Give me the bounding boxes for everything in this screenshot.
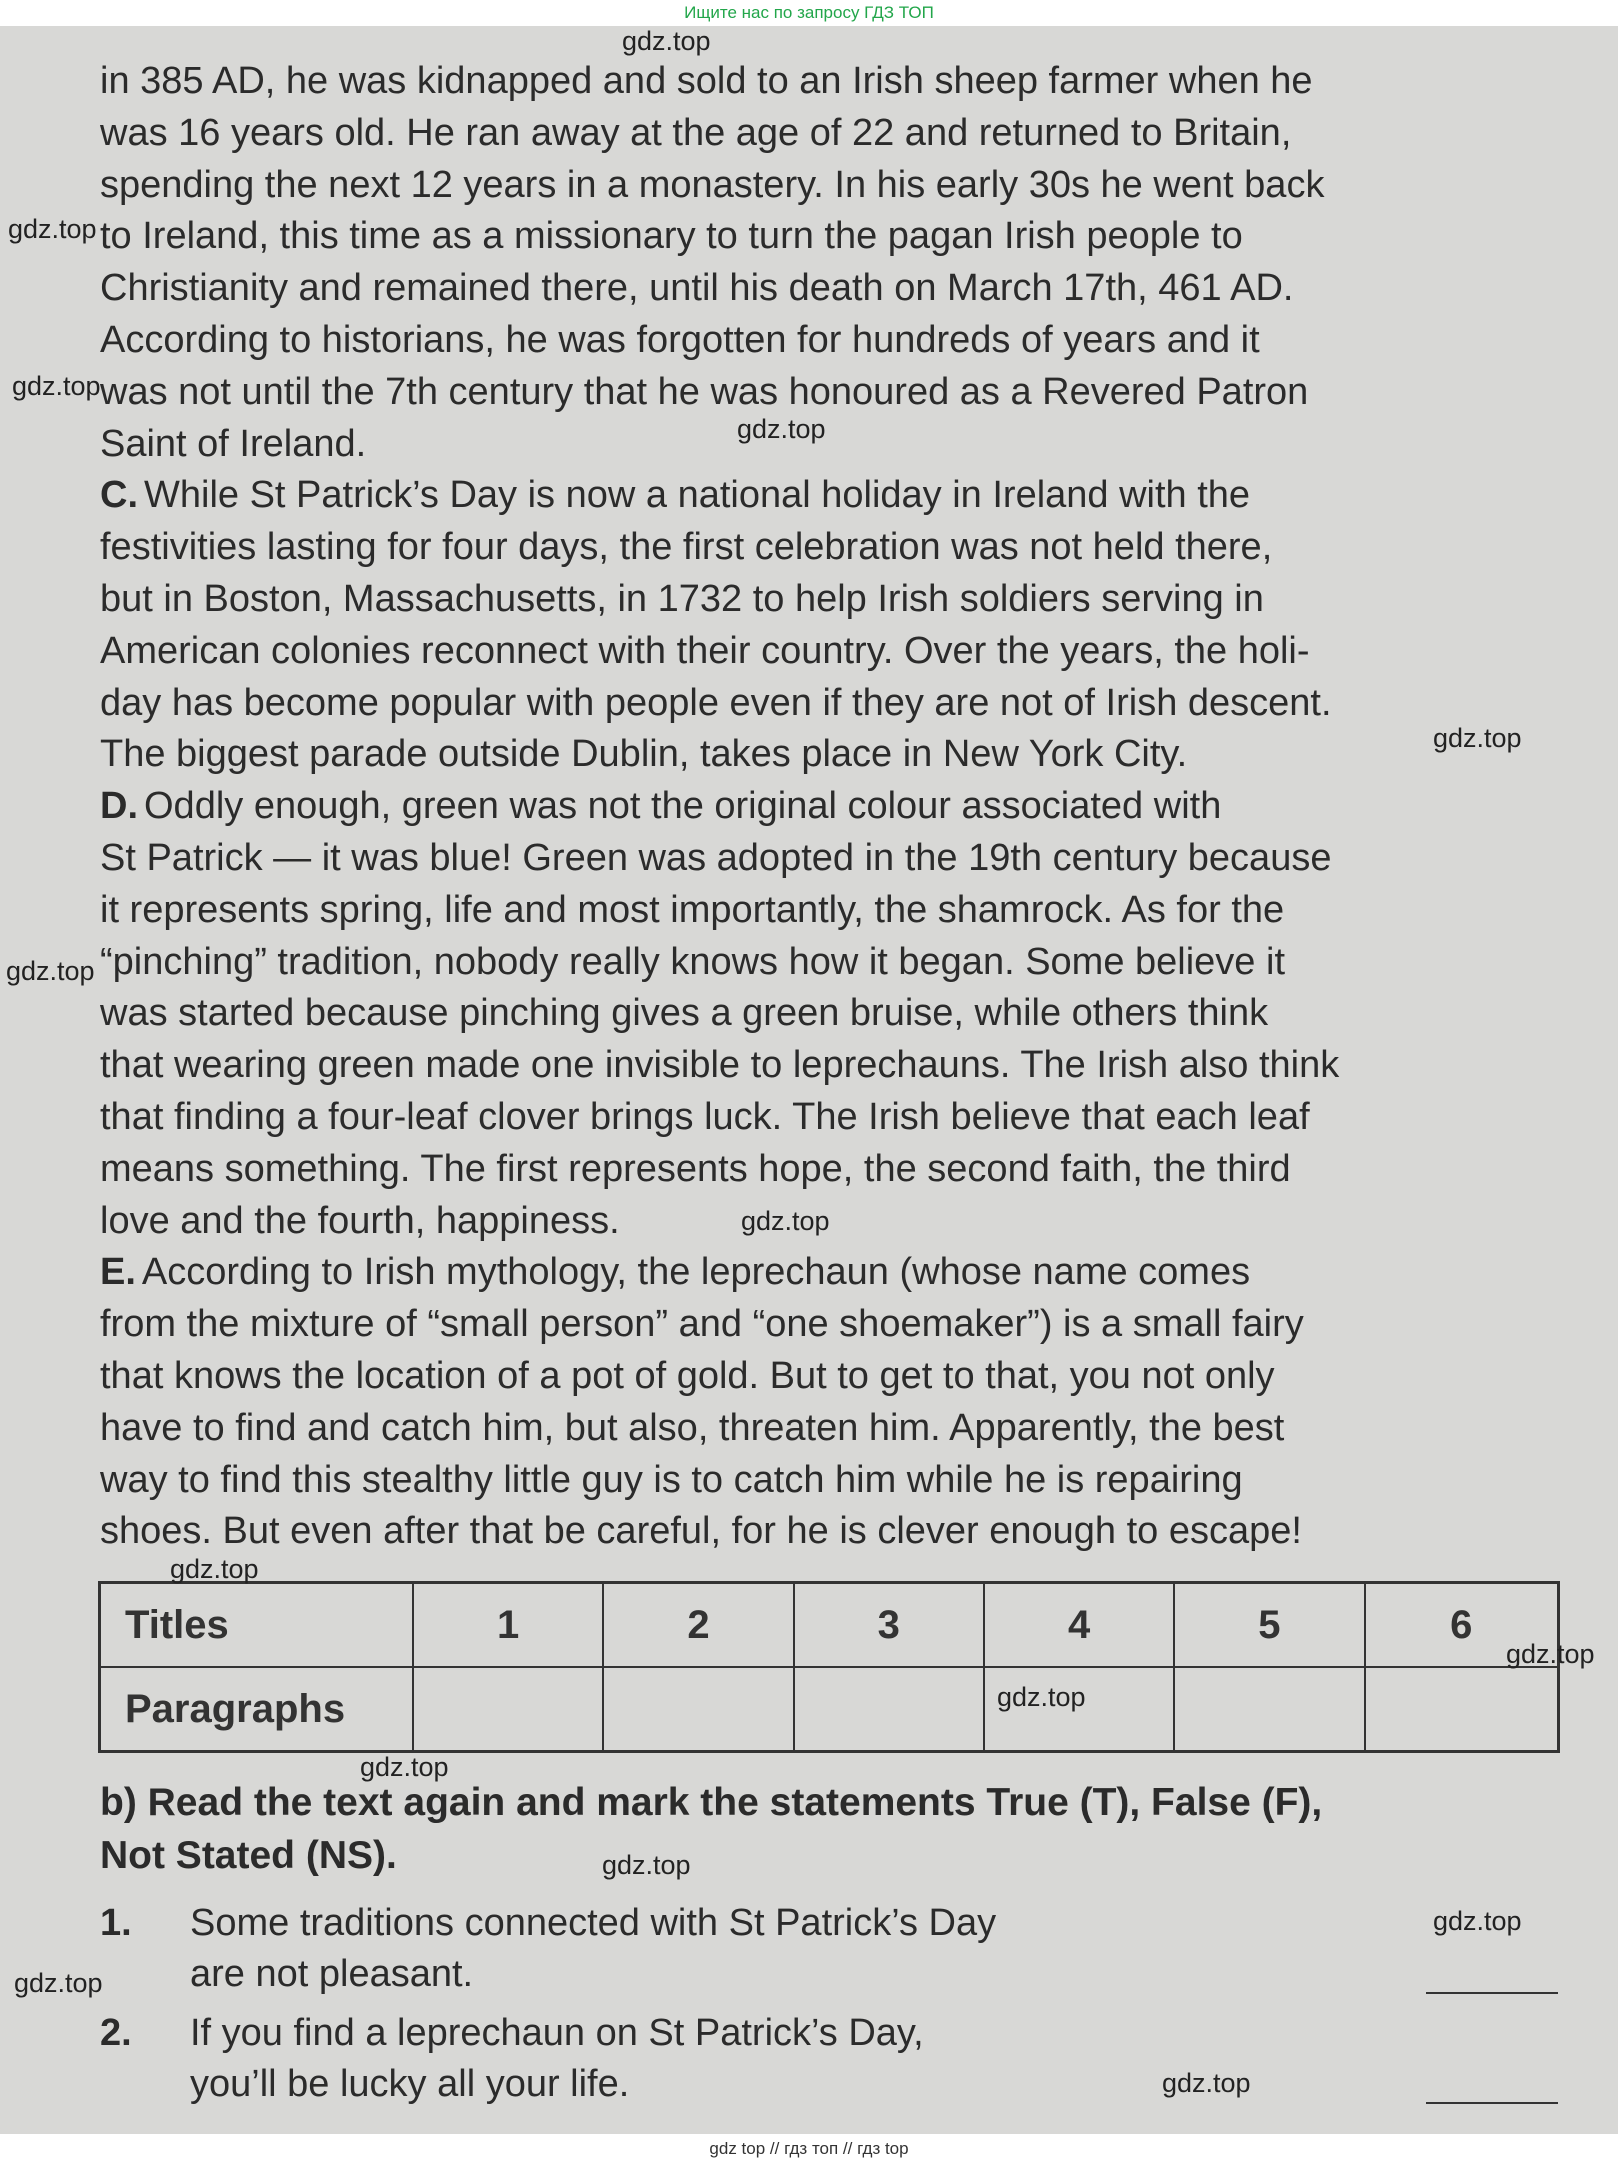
text-line: that finding a four-leaf clover brings luck. The Irish believe that each leaf (100, 1095, 1310, 1138)
answer-cell[interactable] (413, 1667, 603, 1752)
statement-2 (100, 2008, 1565, 2112)
watermark: gdz.top (12, 371, 101, 401)
paragraph-letter: C. (100, 474, 138, 517)
paragraph-letter: E. (100, 1251, 136, 1294)
watermark: gdz.top (602, 1850, 691, 1880)
textbook-page (0, 26, 1618, 2134)
answer-cell[interactable] (603, 1667, 793, 1752)
text-line: American colonies reconnect with their country. Over the years, the holi- (100, 629, 1310, 672)
statement-1 (100, 1898, 1565, 2002)
reading-text (100, 56, 1565, 1558)
watermark: gdz.top (170, 1554, 259, 1584)
watermark: gdz.top (6, 956, 95, 986)
answer-blank[interactable] (1426, 1992, 1558, 1994)
answer-cell[interactable] (1174, 1667, 1364, 1752)
paragraph-d (100, 781, 1565, 1247)
watermark: gdz.top (1506, 1639, 1595, 1669)
title-number-cell: 2 (603, 1583, 793, 1668)
bottom-banner: gdz top // гдз топ // гдз top (0, 2134, 1618, 2164)
text-line: way to find this stealthy little guy is to catch him while he is repairing (100, 1458, 1243, 1501)
text-line: love and the fourth, happiness. (100, 1199, 620, 1242)
text-line: that wearing green made one invisible to leprechauns. The Irish also think (100, 1044, 1340, 1087)
text-line: According to historians, he was forgotten for hundreds of years and it (100, 318, 1260, 361)
text-line: Christianity and remained there, until his death on March 17th, 461 AD. (100, 267, 1294, 310)
titles-row-header: Titles (100, 1583, 414, 1668)
text-line: it represents spring, life and most importantly, the shamrock. As for the (100, 888, 1285, 931)
title-number-cell: 3 (794, 1583, 984, 1668)
statement-text: If you find a leprechaun on St Patrick’s Day, (190, 2012, 924, 2054)
statement-text: you’ll be lucky all your life. (190, 2063, 630, 2105)
text-line: was 16 years old. He ran away at the age of 22 and returned to Britain, (100, 111, 1292, 154)
statement-text: Some traditions connected with St Patrick’s Day (190, 1902, 997, 1944)
watermark: gdz.top (1162, 2068, 1251, 2098)
titles-paragraphs-table (98, 1581, 1560, 1753)
title-number-cell: 1 (413, 1583, 603, 1668)
text-line: means something. The first represents hope, the second faith, the third (100, 1147, 1291, 1190)
text-line: The biggest parade outside Dublin, takes place in New York City. (100, 733, 1188, 776)
watermark: gdz.top (360, 1752, 449, 1782)
watermark: gdz.top (14, 1968, 103, 1998)
text-line: from the mixture of “small person” and “one shoemaker”) is a small fairy (100, 1303, 1304, 1346)
paragraphs-row-header: Paragraphs (100, 1667, 414, 1752)
text-line: was not until the 7th century that he was honoured as a Revered Patron (100, 370, 1309, 413)
watermark: gdz.top (741, 1206, 830, 1236)
text-line: spending the next 12 years in a monastery. In his early 30s he went back (100, 163, 1325, 206)
watermark: gdz.top (997, 1682, 1086, 1712)
answer-blank[interactable] (1426, 2102, 1558, 2104)
text-line: St Patrick — it was blue! Green was adopted in the 19th century because (100, 836, 1332, 879)
paragraph-b-continued (100, 56, 1565, 470)
text-line: in 385 AD, he was kidnapped and sold to an Irish sheep farmer when he (100, 60, 1313, 102)
statement-number: 1. (100, 1902, 132, 1944)
watermark: gdz.top (1433, 723, 1522, 753)
text-line: festivities lasting for four days, the first celebration was not held there, (100, 526, 1273, 569)
paragraph-c (100, 470, 1565, 781)
watermark: gdz.top (622, 26, 711, 56)
text-line: D. Oddly enough, green was not the original colour associated with (100, 785, 1222, 828)
text-line: to Ireland, this time as a missionary to turn the pagan Irish people to (100, 215, 1243, 258)
text-line: “pinching” tradition, nobody really knows how it began. Some believe it (100, 940, 1285, 983)
title-number-cell: 5 (1174, 1583, 1364, 1668)
text-line: day has become popular with people even if they are not of Irish descent. (100, 681, 1332, 724)
text-line: C. While St Patrick’s Day is now a national holiday in Ireland with the (100, 474, 1251, 517)
text-line: have to find and catch him, but also, threaten him. Apparently, the best (100, 1406, 1285, 1449)
text-line: E. According to Irish mythology, the leprechaun (whose name comes (100, 1251, 1251, 1294)
section-b-heading: b) Read the text again and mark the statements True (T), False (F), Not Stated (NS). (100, 1781, 1323, 1877)
answer-cell[interactable] (1365, 1667, 1559, 1752)
watermark: gdz.top (737, 414, 826, 444)
statement-text: are not pleasant. (190, 1953, 474, 1995)
paragraph-letter: D. (100, 785, 138, 828)
text-line: shoes. But even after that be careful, for he is clever enough to escape! (100, 1510, 1302, 1553)
top-banner: Ищите нас по запросу ГДЗ ТОП (0, 0, 1618, 26)
text-line: that knows the location of a pot of gold. But to get to that, you not only (100, 1354, 1275, 1397)
watermark: gdz.top (8, 214, 97, 244)
text-line: was started because pinching gives a green bruise, while others think (100, 992, 1269, 1035)
paragraphs-row (100, 1667, 1559, 1752)
title-number-cell: 4 (984, 1583, 1174, 1668)
text-line: but in Boston, Massachusetts, in 1732 to help Irish soldiers serving in (100, 577, 1264, 620)
answer-cell[interactable] (794, 1667, 984, 1752)
title-number-cell: 6 (1365, 1583, 1559, 1668)
watermark: gdz.top (1433, 1906, 1522, 1936)
text-line: Saint of Ireland. (100, 422, 367, 465)
paragraph-e (100, 1247, 1565, 1558)
titles-row (100, 1583, 1559, 1668)
statement-number: 2. (100, 2012, 132, 2054)
